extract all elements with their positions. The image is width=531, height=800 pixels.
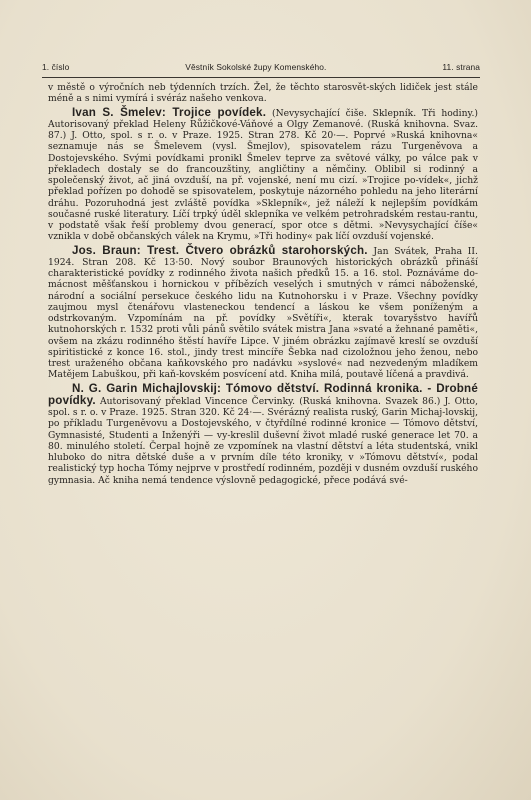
review-title: N. G. Garin Michajlovskij: Tómovo dětství. Rodinná kronika. - Drobné povídky.	[48, 381, 478, 407]
text-column	[48, 82, 478, 486]
paragraph-continued	[48, 82, 478, 105]
issue-number: 1. číslo	[42, 62, 70, 72]
review-smelev	[48, 107, 478, 243]
review-title: Ivan S. Šmelev: Trojice povídek.	[72, 105, 267, 119]
review-body: Autorisovaný překlad Vincence Červinky. (Ruská knihovna. Svazek 86.) J. Otto, spol. s r. o. v Praze. 1925. Stran 320. Kč 24·—. Svérázný realista ruský, Garin Michaj-lovskij, po příkladu Turgeněvovu a Dostojevského, v čtyřdílné rodinné kronice — Tómovo dětství, Gymnasisté, Studenti a Inženýři — vy-kreslil duševní život mladé ruské generace let 70. a 80. minulého století. Čerpal hojně ze vzpomínek na vlastní dětství a léta studentská, vnikl hluboko do nitra dětské duše a v prvním díle této kroniky, v »Tómovu dětství«, podal realistický typ hocha Tómy nejprve v prostředí rodinném, později v dusném ovzduší ruského gymnasia. Ač kniha nemá tendence výslovně pedagogické, přece podává své-	[48, 395, 478, 486]
page-number: 11. strana	[442, 62, 480, 72]
journal-title: Věstník Sokolské župy Komenského.	[185, 62, 327, 72]
header-rule	[42, 77, 480, 78]
review-title: Jos. Braun: Trest. Čtvero obrázků starohorských.	[72, 243, 368, 257]
review-braun	[48, 245, 478, 381]
paragraph-body: v městě o výročních neb týdenních trzích. Žel, že těchto starosvět-ských lidiček jest stále méně a s nimi vymírá i svéráz našeho venkova.	[48, 82, 478, 105]
running-header	[42, 62, 480, 72]
review-body: (Nevysychající čiše. Sklepník. Tři hodiny.) Autorisovaný překlad Heleny Růžičkové-Váňové a Olgy Zemanové. (Ruská knihovna. Svaz. 87.) J. Otto, spol. s r. o. v Praze. 1925. Stran 278. Kč 20·—. Poprvé »Ruská knihovna« seznamuje nás se Šmelevem (vysl. Šmejlov), spisovatelem rázu Turgeněvova a Dostojevského. Svými povídkami pronikl Šmelev teprve za světové války, po válce pak v překladech dostaly se do francouzštiny, angličtiny a němčiny. Oblibil si rodinný a společenský život, ač jiná ovzduší, na př. vojenské, není mu cizí. »Trojice po-vídek«, jichž překlad pořízen po dohodě se spisovatelem, poskytuje názorného pohledu na jeho literární dráhu. Pozoruhodná jest zvláště povídka »Sklepník«, jež náleží k nejlepším povídkám současné ruské literatury. Líčí trpký úděl sklepníka ve velkém petrohradském restau-rantu, v podstatě však řeší problemy dvou generací, spor otce s dětmi. »Nevysychající číše« vznikla v době občanských válek na Krymu, »Tři hodiny« pak líčí ovzduší vojenské.	[48, 107, 478, 243]
review-garin	[48, 383, 478, 486]
review-body: Jan Svátek, Praha II. 1924. Stran 208. Kč 13·50. Nový soubor Braunových historických obrázků přináší charakteristické povídky z rodinného života našich předků 15. a 16. stol. Poznáváme do-mácnost měšťanskou i hornickou v příbězích veselých i smutných v rámci náboženské, národní a sociální persekuce českého lidu na Kutnohorsku i v Praze. Všechny povídky zaujmou mysl čtenářovu vlasteneckou tendencí a láskou ke všem poníženým a odstrkovaným. Vzpomínám na př. povídky »Světíři«, kterak tovaryšstvo havířů kutnohorských r. 1532 proti vůli pánů světilo svátek mistra Jana »svaté a žehnané paměti«, ovšem na zkázu rodinného štěstí havíře Lipce. V jiném obrázku zajímavě kreslí se ovzduší spiritistické z konce 16. stol., jindy trest mincíře Šebka nad cizoložnou jeho ženou, nebo trest uraženého občana kaňkovského pro nadávku »syslové« nad nezvedeným mladíkem Matějem Labuškou, při kaň-kovském posvícení atd. Kniha milá, poutavě líčená a pravdivá.	[48, 245, 478, 381]
